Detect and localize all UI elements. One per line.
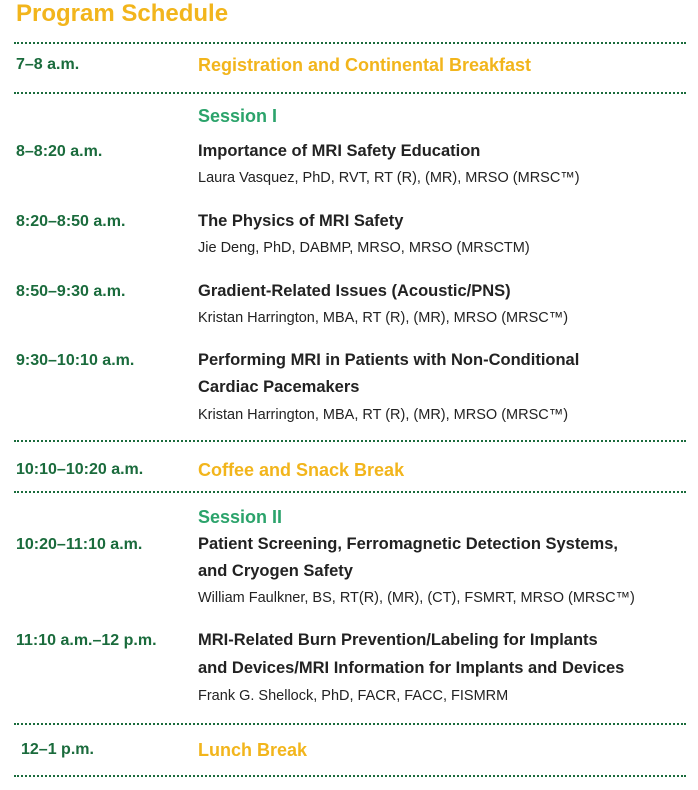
page-title: Program Schedule [16, 0, 229, 27]
talk-title: Performing MRI in Patients with Non-Conditional [198, 351, 580, 369]
talk-title-continued: and Devices/MRI Information for Implants and Devices [198, 659, 625, 677]
talk-title: Gradient-Related Issues (Acoustic/PNS) [198, 282, 511, 300]
talk-title-continued: and Cryogen Safety [198, 562, 353, 580]
talk-speaker: William Faulkner, BS, RT(R), (MR), (CT), FSMRT, MRSO (MRSC™) [198, 590, 635, 606]
talk-speaker: Frank G. Shellock, PhD, FACR, FACC, FISMRM [198, 688, 509, 704]
divider [14, 42, 686, 44]
divider [14, 491, 686, 493]
divider [14, 440, 686, 442]
talk-title: The Physics of MRI Safety [198, 212, 404, 230]
talk-speaker: Jie Deng, PhD, DABMP, MRSO, MRSO (MRSCTM) [198, 240, 530, 256]
registration-time: 7–8 a.m. [16, 56, 80, 73]
lunch-title: Lunch Break [198, 740, 308, 760]
talk-time: 8:50–9:30 a.m. [16, 283, 126, 300]
lunch-time: 12–1 p.m. [21, 741, 94, 758]
talk-time: 11:10 a.m.–12 p.m. [16, 632, 157, 649]
divider [14, 775, 686, 777]
session-1-heading: Session I [198, 106, 278, 126]
talk-title: MRI-Related Burn Prevention/Labeling for Implants [198, 631, 598, 649]
talk-time: 9:30–10:10 a.m. [16, 352, 135, 369]
talk-time: 8:20–8:50 a.m. [16, 213, 126, 230]
talk-title-continued: Cardiac Pacemakers [198, 378, 360, 396]
talk-speaker: Kristan Harrington, MBA, RT (R), (MR), MRSO (MRSC™) [198, 310, 569, 326]
divider [14, 92, 686, 94]
talk-time: 8–8:20 a.m. [16, 143, 103, 160]
talk-speaker: Kristan Harrington, MBA, RT (R), (MR), MRSO (MRSC™) [198, 407, 569, 423]
talk-title: Importance of MRI Safety Education [198, 142, 481, 160]
session-2-heading: Session II [198, 507, 283, 527]
talk-time: 10:20–11:10 a.m. [16, 536, 143, 553]
coffee-break-title: Coffee and Snack Break [198, 460, 405, 480]
divider [14, 723, 686, 725]
registration-title: Registration and Continental Breakfast [198, 55, 532, 75]
talk-title: Patient Screening, Ferromagnetic Detection Systems, [198, 535, 618, 553]
talk-speaker: Laura Vasquez, PhD, RVT, RT (R), (MR), MRSO (MRSC™) [198, 170, 580, 186]
coffee-break-time: 10:10–10:20 a.m. [16, 461, 144, 478]
